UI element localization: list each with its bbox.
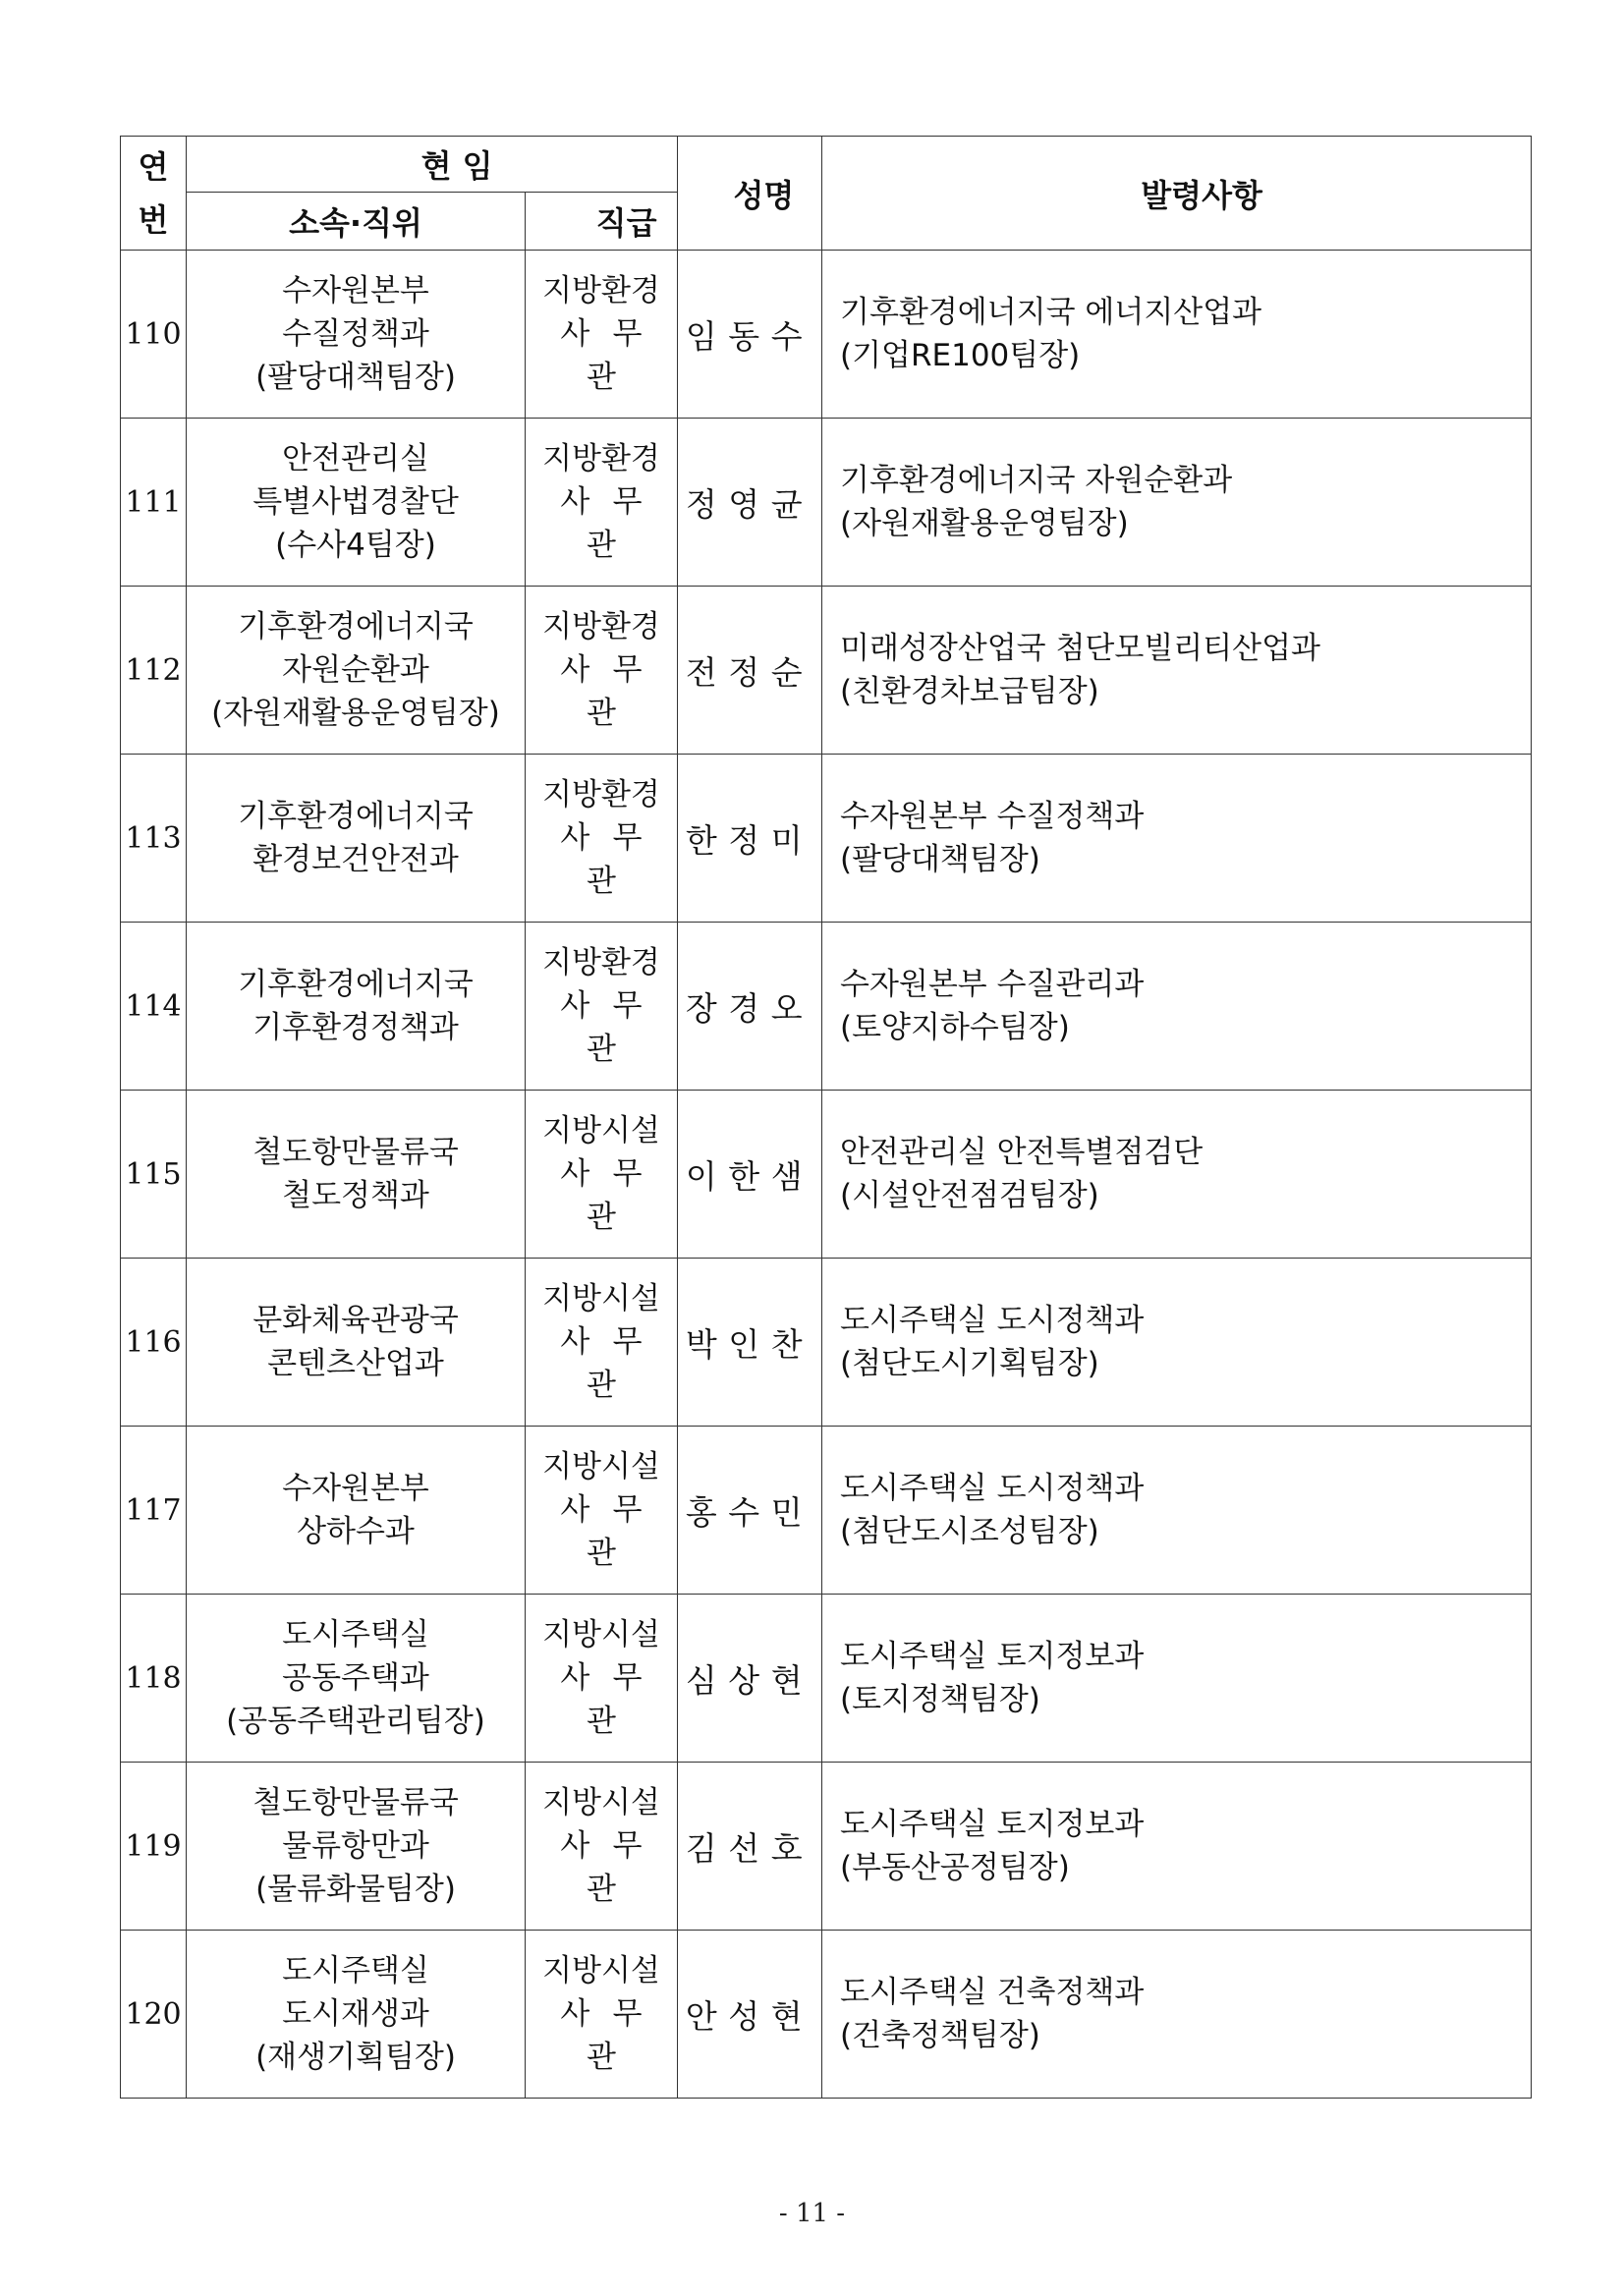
table-row [121,923,1532,1091]
row-number: 115 [121,1091,187,1259]
order-line: (건축정책팀장) [840,2018,1040,2053]
table-row [121,1763,1532,1931]
current-affiliation [187,419,526,587]
affiliation-line: 수질정책과 [282,316,429,352]
grade-line: 지방시설 [542,1281,660,1316]
grade-line: 지방시설 [542,1617,660,1652]
order-header: 발령사항 [822,137,1532,251]
affiliation-line: 상하수과 [297,1514,415,1549]
grade-line: 지방시설 [542,1449,660,1484]
row-number: 118 [121,1595,187,1763]
current-affiliation [187,755,526,923]
appointment-order [822,1595,1532,1763]
row-number: 110 [121,251,187,419]
order-line: 미래성장산업국 첨단모빌리티산업과 [840,631,1320,666]
table-row [121,1931,1532,2099]
appointment-order [822,1091,1532,1259]
table-row [121,1259,1532,1427]
affiliation-line: 안전관리실 [282,441,429,476]
appointment-order [822,923,1532,1091]
current-grade [526,587,678,755]
page-number: - 11 - [778,2199,846,2228]
current-post-header: 현 임 [187,137,678,193]
affiliation-line: (자원재활용운영팀장) [211,696,500,731]
table-row [121,755,1532,923]
grade-line: 지방시설 [542,1953,660,1988]
person-name: 이한샘 [678,1091,822,1259]
grade-line: 사무관 [560,484,665,563]
grade-line: 지방시설 [542,1785,660,1820]
current-affiliation [187,587,526,755]
current-affiliation [187,1595,526,1763]
order-line: (첨단도시기획팀장) [840,1346,1099,1381]
order-line: 기후환경에너지국 자원순환과 [840,463,1233,498]
affiliation-line: 철도항만물류국 [252,1785,459,1820]
grade-line: 지방환경 [542,273,660,308]
person-name: 한정미 [678,755,822,923]
order-line: 도시주택실 건축정책과 [840,1975,1145,2010]
personnel-table [120,136,1532,2099]
order-line: (시설안전점검팀장) [840,1178,1099,1213]
appointment-order [822,1427,1532,1595]
grade-line: 사무관 [560,1324,665,1403]
affiliation-line: (재생기획팀장) [255,2040,456,2075]
person-name: 정영균 [678,419,822,587]
order-line: (기업RE100팀장) [840,338,1081,373]
appointment-order [822,1931,1532,2099]
order-line: 수자원본부 수질관리과 [840,967,1145,1002]
current-grade [526,1763,678,1931]
order-line: (토양지하수팀장) [840,1010,1070,1045]
table-row [121,1595,1532,1763]
person-name: 안성현 [678,1931,822,2099]
order-line: 기후환경에너지국 에너지산업과 [840,295,1262,330]
order-line: 도시주택실 토지정보과 [840,1639,1145,1674]
affiliation-line: 철도정책과 [282,1178,429,1213]
current-grade [526,923,678,1091]
affiliation-line: 수자원본부 [282,1471,429,1506]
table-row [121,587,1532,755]
row-number: 116 [121,1259,187,1427]
grade-line: 지방환경 [542,777,660,812]
affiliation-line: 물류항만과 [282,1828,429,1864]
row-number: 120 [121,1931,187,2099]
grade-line: 사무관 [560,316,665,395]
row-number: 112 [121,587,187,755]
order-line: 수자원본부 수질정책과 [840,799,1145,834]
affiliation-line: 기후환경에너지국 [238,609,474,644]
current-affiliation [187,251,526,419]
order-line: 도시주택실 토지정보과 [840,1807,1145,1842]
appointment-order [822,1259,1532,1427]
order-line: (첨단도시조성팀장) [840,1514,1099,1549]
order-line: (토지정책팀장) [840,1682,1040,1717]
grade-line: 사무관 [560,1660,665,1739]
affiliation-line: (물류화물팀장) [255,1872,456,1907]
grade-line: 사무관 [560,1156,665,1235]
current-affiliation [187,1931,526,2099]
current-grade [526,1091,678,1259]
table-row [121,251,1532,419]
affiliation-line: 환경보건안전과 [252,842,459,877]
affiliation-line: 도시주택실 [282,1617,429,1652]
order-line: 도시주택실 도시정책과 [840,1303,1145,1338]
grade-line: 사무관 [560,652,665,731]
affiliation-line: 문화체육관광국 [252,1303,459,1338]
grade-line: 지방시설 [542,1113,660,1148]
current-grade [526,1427,678,1595]
grade-line: 지방환경 [542,945,660,980]
current-affiliation [187,923,526,1091]
affiliation-line: 특별사법경찰단 [252,484,459,520]
affiliation-line: 도시주택실 [282,1953,429,1988]
row-number: 113 [121,755,187,923]
affiliation-line: 기후환경에너지국 [238,967,474,1002]
grade-header: 직급 [526,193,678,251]
current-affiliation [187,1763,526,1931]
grade-line: 사무관 [560,988,665,1067]
person-name: 임동수 [678,251,822,419]
appointment-order [822,419,1532,587]
current-grade [526,1931,678,2099]
grade-line: 사무관 [560,1492,665,1571]
table-row [121,1091,1532,1259]
table-row [121,419,1532,587]
table-header [121,137,1532,251]
affiliation-line: 기후환경에너지국 [238,799,474,834]
current-grade [526,1259,678,1427]
current-grade [526,419,678,587]
affiliation-header: 소속·직위 [187,193,526,251]
affiliation-line: 도시재생과 [282,1996,429,2032]
row-number: 114 [121,923,187,1091]
order-line: 안전관리실 안전특별점검단 [840,1135,1204,1170]
table-body [121,251,1532,2099]
appointment-order [822,251,1532,419]
grade-line: 사무관 [560,820,665,899]
current-grade [526,755,678,923]
order-line: (친환경차보급팀장) [840,674,1099,709]
current-affiliation [187,1259,526,1427]
person-name: 박인찬 [678,1259,822,1427]
grade-line: 지방환경 [542,441,660,476]
order-line: (자원재활용운영팀장) [840,506,1129,541]
row-number: 119 [121,1763,187,1931]
person-name: 심상현 [678,1595,822,1763]
person-name: 홍수민 [678,1427,822,1595]
affiliation-line: 철도항만물류국 [252,1135,459,1170]
order-line: (팔당대책팀장) [840,842,1040,877]
person-name: 김선호 [678,1763,822,1931]
order-line: 도시주택실 도시정책과 [840,1471,1145,1506]
current-affiliation [187,1427,526,1595]
affiliation-line: 콘텐츠산업과 [267,1346,444,1381]
affiliation-line: (수사4팀장) [275,528,436,563]
order-line: (부동산공정팀장) [840,1850,1070,1885]
seq-header-bottom: 번 [138,200,169,239]
row-number: 111 [121,419,187,587]
person-name: 장경오 [678,923,822,1091]
grade-line: 지방환경 [542,609,660,644]
current-grade [526,251,678,419]
affiliation-line: 자원순환과 [282,652,429,688]
grade-line: 사무관 [560,1996,665,2075]
seq-header-top: 연 [138,147,169,186]
appointment-order [822,755,1532,923]
table-row [121,1427,1532,1595]
grade-line: 사무관 [560,1828,665,1907]
affiliation-line: 수자원본부 [282,273,429,308]
appointment-order [822,587,1532,755]
seq-header [121,137,187,251]
affiliation-line: (공동주택관리팀장) [226,1704,485,1739]
current-grade [526,1595,678,1763]
name-header: 성명 [678,137,822,251]
row-number: 117 [121,1427,187,1595]
current-affiliation [187,1091,526,1259]
affiliation-line: (팔당대책팀장) [255,360,456,395]
appointment-order [822,1763,1532,1931]
person-name: 전정순 [678,587,822,755]
affiliation-line: 공동주택과 [282,1660,429,1696]
affiliation-line: 기후환경정책과 [252,1010,459,1045]
